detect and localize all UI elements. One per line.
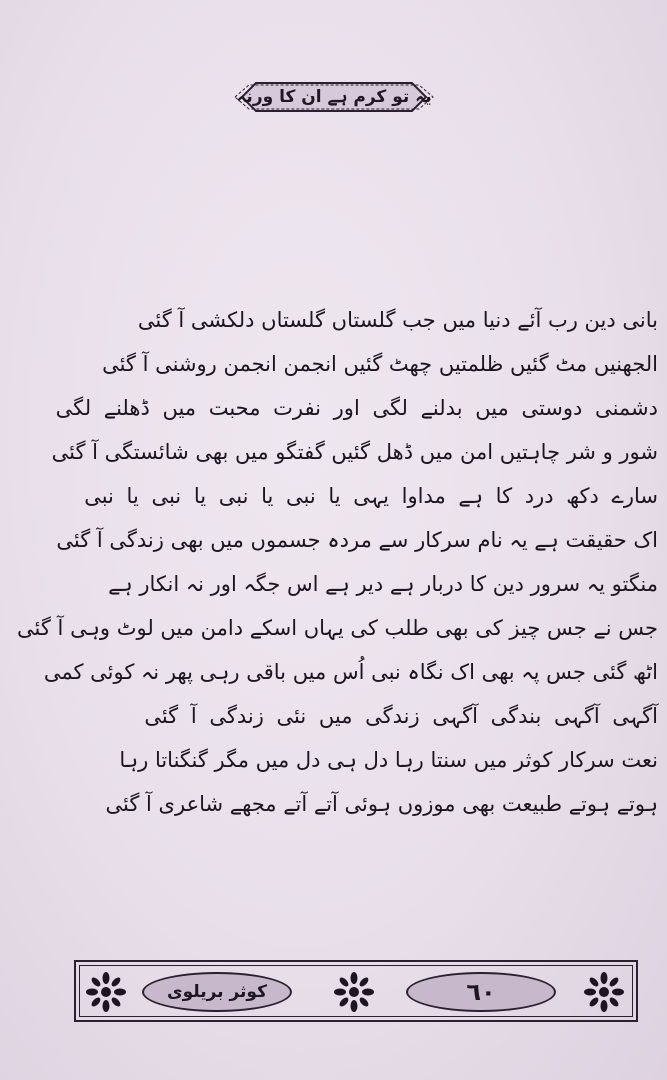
poem-body (17, 298, 662, 826)
verse-10: آگہی آگہی بندگی آگہی زندگی میں نئی زندگی آ گئی (144, 704, 658, 728)
flower-ornament-icon (582, 970, 626, 1014)
verse-7: منگتو یہ سرور دین کا دربار ہے دیر ہے اس جگہ اور نہ انکار ہے (108, 572, 658, 596)
verse-5: سارے دکھ درد کا ہے مداوا یہی یا نبی یا نبی یا نبی یا نبی (84, 484, 658, 508)
verse-8: جس نے جس چیز کی بھی طلب کی یہاں اسکے دامن میں لوٹ وہی آ گئی (17, 616, 658, 640)
page-number: ٦٠ (406, 972, 556, 1012)
flower-ornament-icon (84, 970, 128, 1014)
footer-frame (74, 960, 638, 1022)
verse-9: اٹھ گئی جس پہ بھی اک نگاہ نبی اُس میں باقی رہی پھر نہ کوئی کمی (43, 660, 658, 684)
verse-12: ہوتے ہوتے طبیعت بھی موزوں ہوئی آتے آتے مجھے شاعری آ گئی (105, 792, 658, 816)
header-banner (232, 80, 436, 114)
verse-4: شور و شر چاہتیں امن میں ڈھل گئیں گفتگو میں بھی شائستگی آ گئی (51, 440, 658, 464)
verse-6: اک حقیقت ہے یہ نام سرکار سے مردہ جسموں میں بھی زندگی آ گئی (56, 528, 658, 552)
verse-11: نعت سرکار کوثر میں سنتا رہا دل ہی دل میں مگر گنگناتا رہا (119, 748, 658, 772)
header-title: یہ تو کرم ہے ان کا ورنہ (236, 87, 432, 107)
verse-1: بانی دین رب آئے دنیا میں جب گلستاں گلستاں دلکشی آ گئی (137, 308, 658, 332)
flower-ornament-icon (332, 970, 376, 1014)
author-name: کوثر بریلوی (142, 972, 292, 1012)
verse-2: الجھنیں مٹ گئیں ظلمتیں چھٹ گئیں انجمن انجمن روشنی آ گئی (102, 352, 658, 376)
verse-3: دشمنی دوستی میں بدلنے لگی اور نفرت محبت میں ڈھلنے لگی (55, 396, 658, 420)
